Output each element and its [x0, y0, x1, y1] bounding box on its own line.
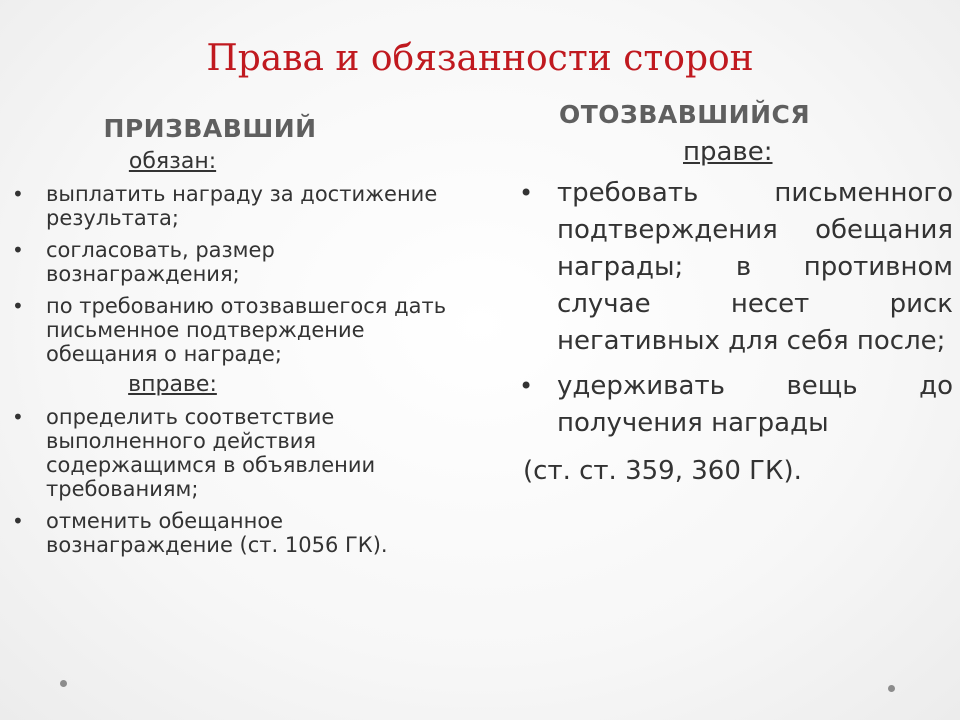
entitled-label: вправе: — [128, 372, 217, 397]
slide-title: Права и обязанности сторон — [206, 38, 754, 79]
list-item: • выплатить награду за достижение результата; — [10, 182, 470, 230]
list-item: • по требованию отозвавшегося дать письменное подтверждение обещания о награде; — [10, 294, 470, 366]
right-column — [515, 100, 953, 486]
entitled-list — [10, 405, 470, 557]
decorative-dot-icon — [888, 685, 895, 692]
list-item: • определить соответствие выполненного действия содержащимся в объявлении требованиям; — [10, 405, 470, 501]
right-list — [515, 175, 953, 442]
decorative-dot-icon — [60, 680, 67, 687]
list-item: • удерживать вещь до получения награды — [515, 368, 953, 442]
right-heading: ОТОЗВАВШИЙСЯ — [559, 100, 811, 129]
list-item: • согласовать, размер вознаграждения; — [10, 238, 470, 286]
list-item: • отменить обещанное вознаграждение (ст. 1056 ГК). — [10, 509, 470, 557]
left-heading: ПРИЗВАВШИЙ — [103, 114, 317, 143]
obliged-list — [10, 182, 470, 366]
list-item: • требовать письменного подтверждения обещания награды; в противном случае несет риск негативных для себя после; — [515, 175, 953, 360]
obliged-label: обязан: — [128, 149, 217, 174]
right-entitled-label: праве: — [683, 137, 773, 167]
law-reference: (ст. ст. 359, 360 ГК). — [523, 456, 802, 486]
left-column — [10, 110, 470, 557]
